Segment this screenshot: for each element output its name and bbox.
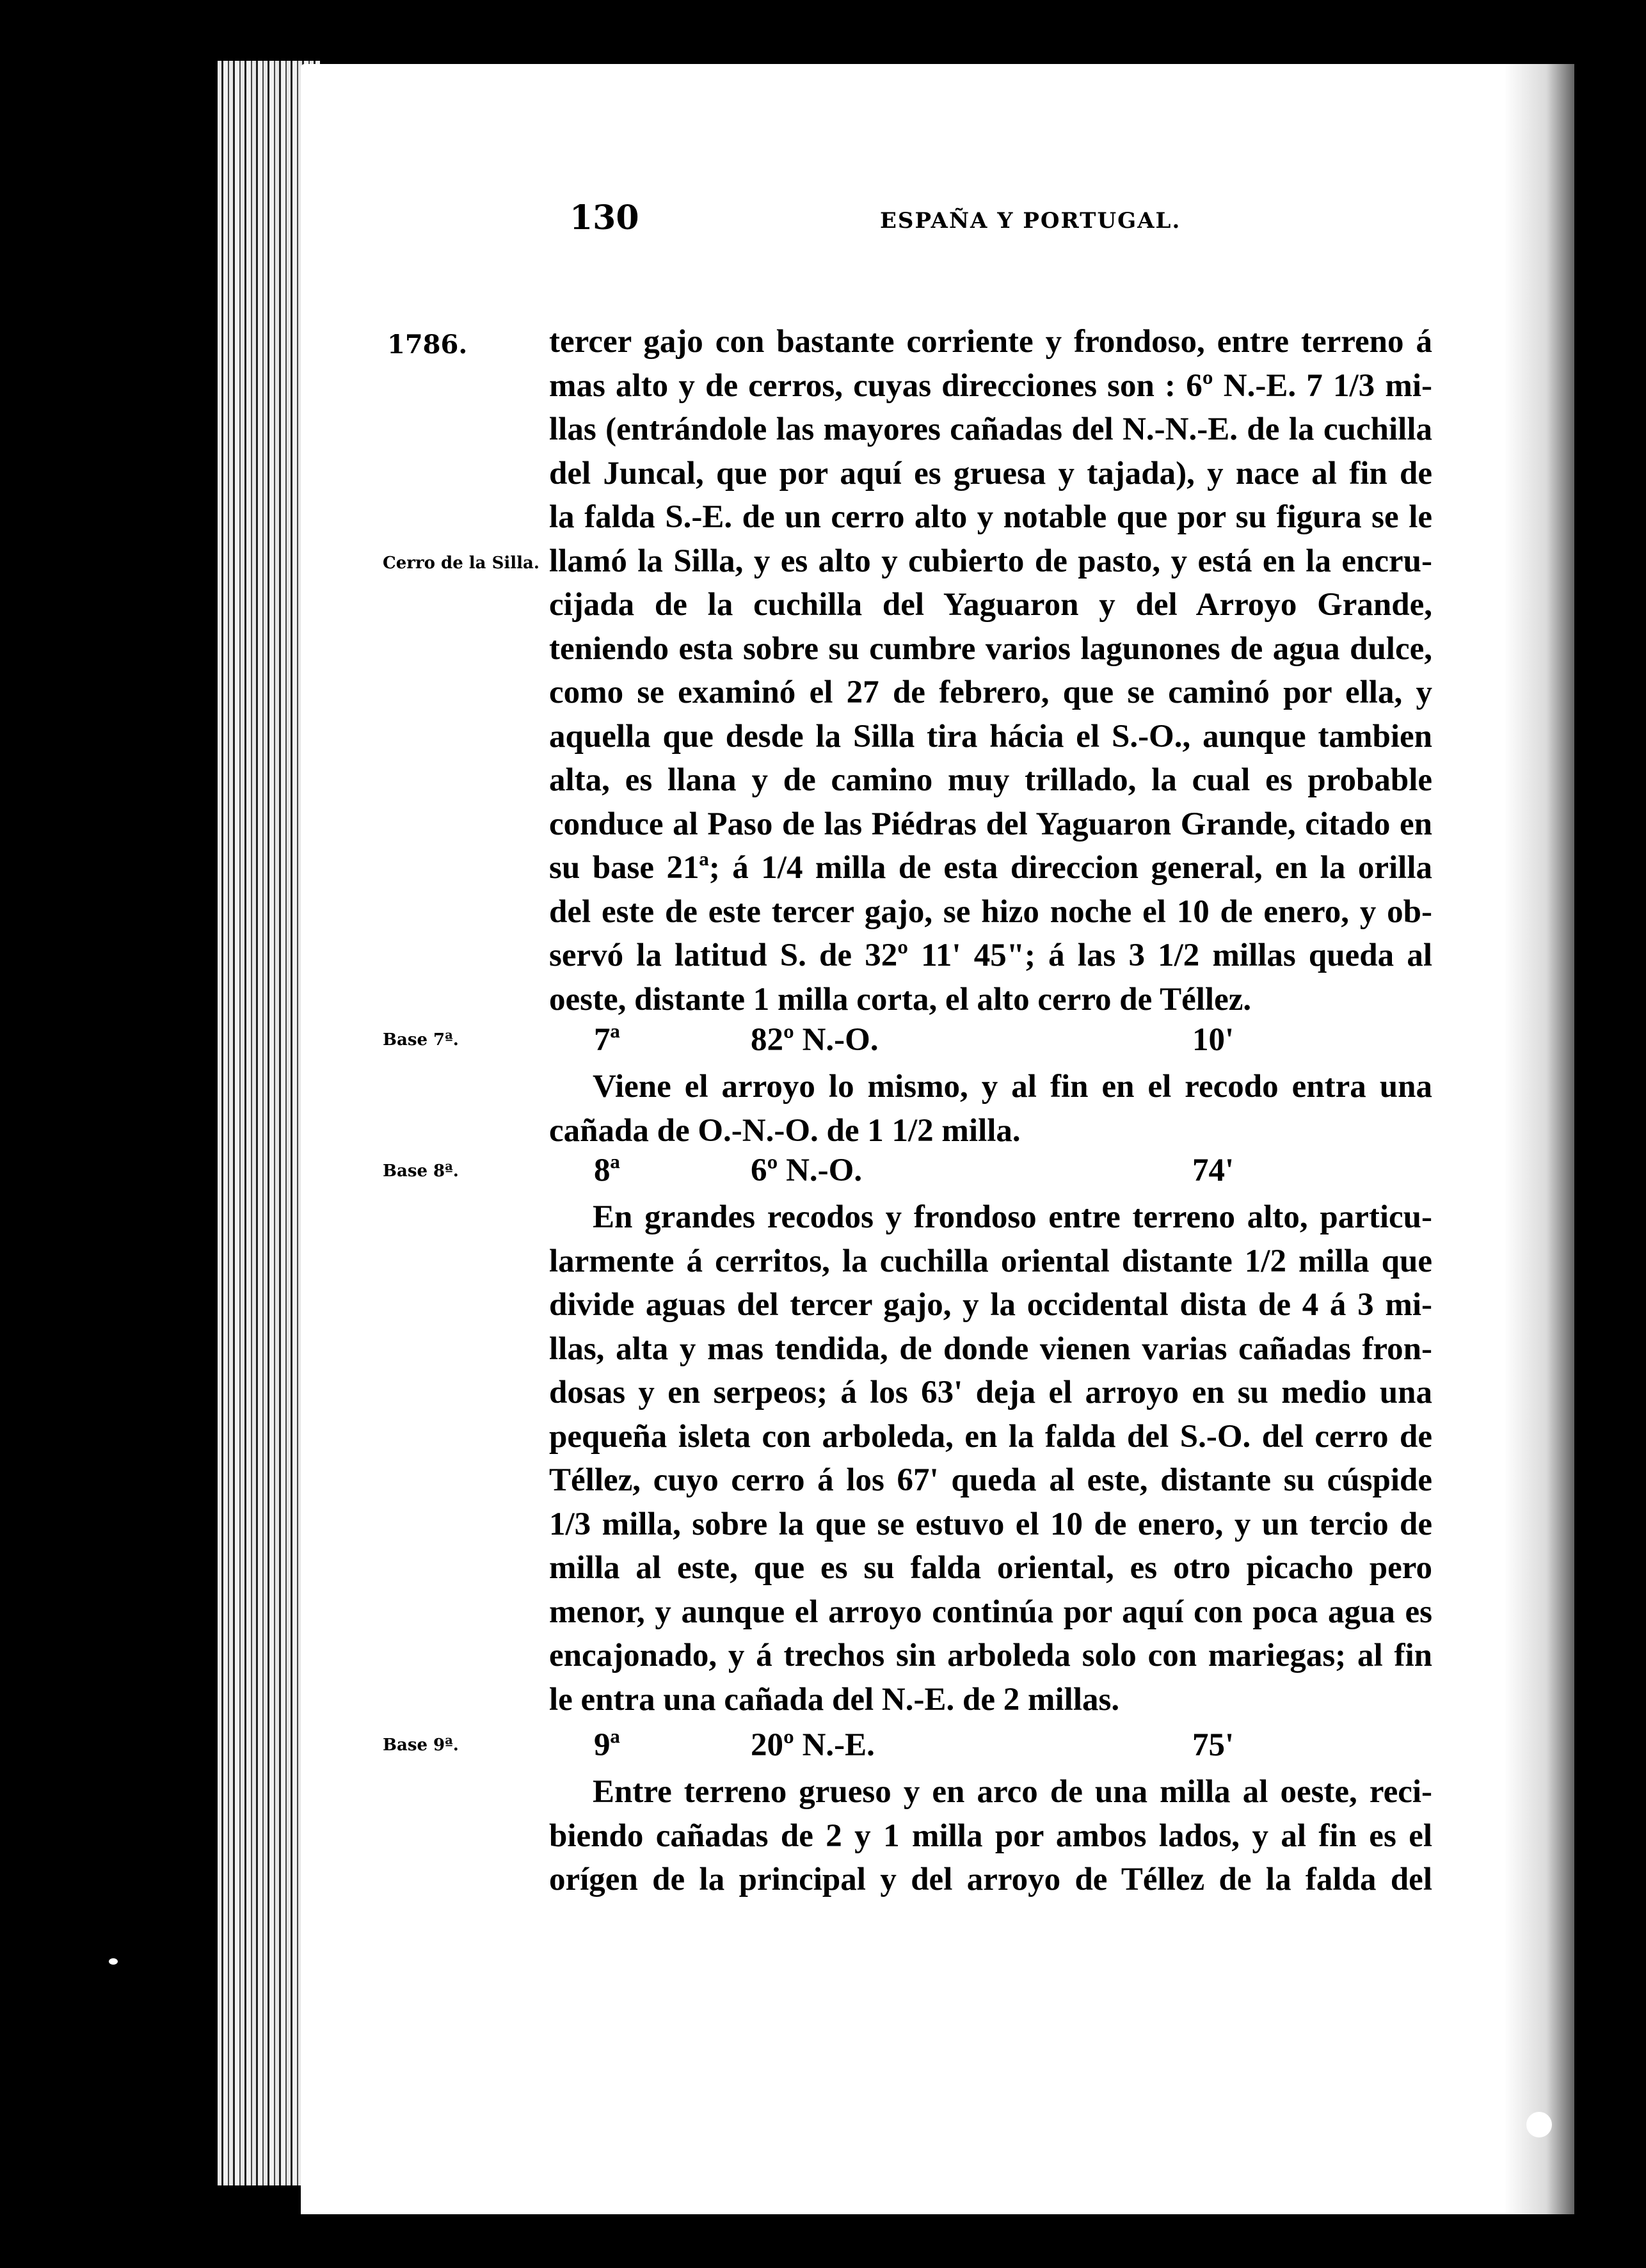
base-length: 75' <box>1192 1727 1234 1763</box>
text-line: como se examinó el 27 de febrero, que se caminó por ella, y <box>549 675 1432 710</box>
base-direction: 20º N.-E. <box>751 1727 875 1763</box>
text-line: orígen de la principal y del arroyo de Téllez de la falda del <box>549 1862 1432 1897</box>
text-line: le entra una cañada del N.-E. de 2 millas. <box>549 1681 1120 1718</box>
base-number: 7ª <box>594 1022 620 1058</box>
text-line: llas, alta y mas tendida, de donde vienen varias cañadas fron- <box>549 1330 1432 1367</box>
text-line: tercer gajo con bastante corriente y frondoso, entre terreno á <box>549 324 1432 360</box>
base-number: 8ª <box>594 1153 620 1188</box>
text-line: teniendo esta sobre su cumbre varios lagunones de agua dulce, <box>549 630 1432 667</box>
base-number: 9ª <box>594 1727 620 1763</box>
running-title: ESPAÑA Y PORTUGAL. <box>880 208 1181 234</box>
margin-year: 1786. <box>387 330 468 360</box>
paragraph-4 <box>549 1770 1432 1902</box>
margin-cerro-de-la-silla: Cerro de la Silla. <box>383 554 539 573</box>
base-length: 74' <box>1192 1153 1234 1188</box>
base-9-row <box>549 1727 1432 1770</box>
margin-base-9: Base 9ª. <box>383 1736 459 1755</box>
text-line: cañada de O.-N.-O. de 1 1/2 milla. <box>549 1112 1021 1149</box>
base-7-row <box>549 1021 1432 1065</box>
text-line: pequeña isleta con arboleda, en la falda del S.-O. del cerro de <box>549 1418 1432 1455</box>
page-number: 130 <box>570 198 639 237</box>
text-line: oeste, distante 1 milla corta, el alto cerro de Téllez. <box>549 981 1252 1018</box>
text-line: conduce al Paso de las Piédras del Yaguaron Grande, citado en <box>549 806 1432 842</box>
base-direction: 6º N.-O. <box>751 1153 863 1188</box>
text-line: la falda S.-E. de un cerro alto y notable que por su figura se le <box>549 499 1432 535</box>
text-line: llamó la Silla, y es alto y cubierto de pasto, y está en la encru- <box>549 543 1432 579</box>
text-line: Viene el arroyo lo mismo, y al fin en el recodo entra una <box>593 1069 1432 1105</box>
margin-base-8: Base 8ª. <box>383 1162 459 1181</box>
text-line: milla al este, que es su falda oriental, es otro picacho pero <box>549 1550 1432 1586</box>
text-line: aquella que desde la Silla tira hácia el S.-O., aunque tambien <box>549 718 1432 755</box>
text-line: del este de este tercer gajo, se hizo noche el 10 de enero, y ob- <box>549 893 1432 930</box>
scan-speck <box>109 1958 118 1965</box>
text-line: Entre terreno grueso y en arco de una milla al oeste, reci- <box>593 1774 1432 1810</box>
margin-base-7: Base 7ª. <box>383 1030 459 1050</box>
text-line: alta, es llana y de camino muy trillado, la cual es probable <box>549 762 1432 798</box>
text-line: Téllez, cuyo cerro á los 67' queda al este, distante su cúspide <box>549 1462 1432 1498</box>
text-line: menor, y aunque el arroyo continúa por aquí con poca agua es <box>549 1593 1432 1630</box>
text-line: del Juncal, que por aquí es gruesa y tajada), y nace al fin de <box>549 455 1432 491</box>
text-line: servó la latitud S. de 32º 11' 45"; á las 3 1/2 millas queda al <box>549 938 1432 973</box>
text-line: biendo cañadas de 2 y 1 milla por ambos lados, y al fin es el <box>549 1817 1432 1854</box>
paragraph-1 <box>549 320 1432 1021</box>
text-line: En grandes recodos y frondoso entre terreno alto, particu- <box>593 1199 1432 1235</box>
text-line: su base 21ª; á 1/4 milla de esta direccion general, en la orilla <box>549 850 1432 886</box>
paragraph-3 <box>549 1195 1432 1721</box>
base-direction: 82º N.-O. <box>751 1022 879 1058</box>
text-line: dosas y en serpeos; á los 63' deja el arroyo en su medio una <box>549 1375 1432 1410</box>
text-line: divide aguas del tercer gajo, y la occidental dista de 4 á 3 mi- <box>549 1287 1432 1323</box>
text-line: larmente á cerritos, la cuchilla oriental distante 1/2 milla que <box>549 1243 1432 1279</box>
text-line: mas alto y de cerros, cuyas direcciones son : 6º N.-E. 7 1/3 mi- <box>549 367 1432 404</box>
text-line: llas (entrándole las mayores cañadas del N.-N.-E. de la cuchilla <box>549 411 1432 447</box>
gutter-shadow <box>1504 64 1574 2214</box>
text-line: 1/3 milla, sobre la que se estuvo el 10 de enero, y un tercio de <box>549 1506 1432 1542</box>
text-line: encajonado, y á trechos sin arboleda solo con mariegas; al fin <box>549 1638 1432 1673</box>
text-line: cijada de la cuchilla del Yaguaron y del Arroyo Grande, <box>549 587 1432 623</box>
base-8-row <box>549 1152 1432 1195</box>
scan-speck <box>1526 2112 1552 2137</box>
paragraph-2 <box>549 1065 1432 1153</box>
base-length: 10' <box>1192 1022 1234 1058</box>
